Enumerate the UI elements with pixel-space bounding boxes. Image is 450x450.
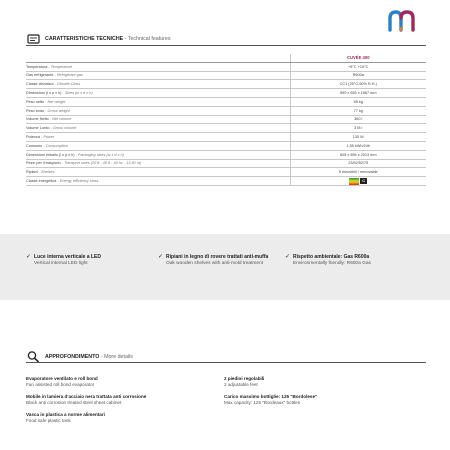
- spec-label: Consumo - Consumption: [26, 141, 290, 150]
- detail-item: [26, 376, 98, 388]
- spec-label-en: Power: [43, 135, 55, 140]
- spec-label-en: Sizes (w x d x h): [64, 91, 93, 96]
- spec-row: [26, 150, 426, 159]
- spec-label-it: Potenza: [26, 135, 40, 140]
- spec-row: [26, 62, 426, 71]
- spec-row: [26, 177, 426, 186]
- detail-item: [224, 394, 317, 406]
- spec-label-it: Peso netto: [26, 99, 45, 104]
- spec-value: CC1 (25°C-60% R.H.): [290, 80, 426, 89]
- spec-row: [26, 124, 426, 133]
- spec-value: 65 kg: [290, 97, 426, 106]
- model-name: CUVÉE 400: [290, 54, 426, 62]
- detail-subtitle: Food safe plastic tank: [26, 418, 71, 423]
- spec-value: 1,55 kWh/24h: [290, 141, 426, 150]
- energy-label: [349, 178, 367, 185]
- specs-section-subtitle: - Technical features: [123, 35, 171, 42]
- spec-label-en: Climate Class: [56, 82, 81, 87]
- spec-value: 77 kg: [290, 106, 426, 115]
- spec-label: Potenza - Power: [26, 133, 290, 142]
- spec-label-en: Net volume: [52, 117, 72, 122]
- feature-subtitle: Oak wooden shelves with anti-mold treatment: [166, 260, 264, 266]
- spec-label-en: Temperature: [50, 64, 73, 69]
- detail-title: Evaporatore ventilato e roll bond: [26, 376, 98, 381]
- spec-label-it: Classe climatica: [26, 82, 54, 87]
- spec-label: Pezzi per il trasporto - Transport sizes (20 ft - 40 ft - 40 hc - 13,60 m): [26, 159, 290, 168]
- feature-subtitle: Environmentally friendly: R600a Gas: [293, 260, 371, 266]
- features-band: [0, 234, 450, 300]
- spec-row: [26, 141, 426, 150]
- spec-value: 605 x 655 x 2013 mm: [290, 150, 426, 159]
- spec-label: Volume Lordo - Gross volume: [26, 124, 290, 133]
- spec-label-it: Consumo: [26, 143, 43, 148]
- spec-row: [26, 97, 426, 106]
- clipboard-icon: [26, 33, 40, 44]
- spec-value: 23/52/52/75: [290, 159, 426, 168]
- spec-row: [26, 71, 426, 80]
- spec-table: [26, 54, 426, 186]
- spec-value: R600a: [290, 71, 426, 80]
- magnifier-icon: [26, 351, 40, 362]
- spec-label-it: Volume Netto: [26, 117, 49, 122]
- spec-value: 590 x 653 x 1867 mm: [290, 89, 426, 98]
- spec-row: [26, 159, 426, 168]
- spec-label: Peso lordo - Gross weight: [26, 106, 290, 115]
- spec-label-en: Shelves: [40, 170, 55, 175]
- spec-label-it: Pezzi per il trasporto: [26, 161, 61, 166]
- detail-item: [224, 376, 264, 388]
- spec-label-en: Refrigerant gas: [56, 73, 83, 78]
- spec-label-it: Temperatura: [26, 64, 48, 69]
- spec-label-it: Dimensioni (l x p x h): [26, 91, 62, 96]
- feature-subtitle: Vertical internal LED light: [34, 260, 88, 266]
- spec-label-it: Peso lordo: [26, 108, 45, 113]
- feature-item: [158, 254, 276, 267]
- spec-value: 5 rimovibili / removable: [290, 168, 426, 177]
- brand-logo: [387, 8, 417, 32]
- spec-label-en: Gross volume: [52, 126, 77, 131]
- details-section-subtitle: - More details: [99, 353, 133, 360]
- detail-title: Vasca in plastica a norme alimentari: [26, 412, 105, 417]
- spec-label: Ripiani - Shelves: [26, 168, 290, 177]
- spec-row: [26, 133, 426, 142]
- spec-label-en: Energy efficiency class: [59, 179, 99, 184]
- detail-subtitle: 2 adjustable feet: [224, 382, 258, 387]
- spec-value: 378 l: [290, 124, 426, 133]
- specs-section-header: [26, 33, 171, 44]
- spec-label-it: Classe energetica: [26, 179, 57, 184]
- spec-label: Dimensioni imballo (l x p x h) - Packaging sizes (w x d x h): [26, 150, 290, 159]
- spec-label-en: Gross weight: [47, 108, 70, 113]
- detail-item: [26, 412, 105, 424]
- spec-value: 135 W: [290, 133, 426, 142]
- feature-title: Ripiani in legno di rovere trattati anti-muffa: [166, 254, 269, 260]
- detail-title: Mobile in lamiera d'acciaio nera trattata anti corrosione: [26, 394, 147, 399]
- energy-scale-icon: [349, 178, 359, 185]
- spec-row: [26, 106, 426, 115]
- check-icon: ✓: [26, 254, 32, 260]
- check-icon: ✓: [158, 254, 164, 260]
- spec-label-it: Ripiani: [26, 170, 38, 175]
- feature-title: Luce interna verticale a LED: [34, 254, 102, 260]
- spec-header-blank: [26, 54, 290, 62]
- detail-subtitle: Max capacity: 125 "Bordeaux" bottles: [224, 400, 301, 405]
- spec-label: Classe climatica - Climate Class: [26, 80, 290, 89]
- spec-label-en: Net weight: [47, 99, 66, 104]
- details-divider: [26, 362, 426, 363]
- spec-row: [26, 168, 426, 177]
- detail-title: 2 piedini regolabili: [224, 376, 265, 381]
- detail-subtitle: Fan assisted roll bond evaporator: [26, 382, 95, 387]
- spec-row: [26, 115, 426, 124]
- details-section-title: APPROFONDIMENTO: [45, 353, 100, 360]
- feature-item: [285, 254, 403, 267]
- spec-value: [290, 177, 426, 186]
- detail-item: [26, 394, 146, 406]
- detail-subtitle: Black anti corrosion treated steel sheet cabinet: [26, 400, 122, 405]
- specs-divider: [26, 45, 426, 46]
- spec-label-en: Packaging sizes (w x d x h): [77, 152, 124, 157]
- spec-label: Peso netto - Net weight: [26, 97, 290, 106]
- spec-label-en: Transport sizes (20 ft - 40 ft - 40 hc - 13,60 m): [63, 161, 142, 166]
- details-section-header: [26, 351, 133, 362]
- spec-row: [26, 89, 426, 98]
- spec-table-header: [26, 54, 426, 62]
- feature-title: Rispetto ambientale: Gas R600a: [293, 254, 370, 260]
- spec-label: Temperatura - Temperature: [26, 62, 290, 71]
- spec-label: Gas refrigerante - Refrigerant gas: [26, 71, 290, 80]
- spec-label: Classe energetica - Energy efficiency class: [26, 177, 290, 186]
- spec-label: Dimensioni (l x p x h) - Sizes (w x d x h): [26, 89, 290, 98]
- specs-section-title: CARATTERISTICHE TECNICHE: [45, 35, 124, 42]
- detail-title: Carico massimo bottiglie: 125 "Bordolese": [224, 394, 318, 399]
- spec-value: +5°C +15°C: [290, 62, 426, 71]
- spec-label-it: Gas refrigerante: [26, 73, 54, 78]
- spec-row: [26, 80, 426, 89]
- feature-item: [26, 254, 144, 267]
- spec-label: Volume Netto - Net volume: [26, 115, 290, 124]
- spec-label-en: Consumption: [45, 143, 68, 148]
- check-icon: ✓: [285, 254, 291, 260]
- spec-label-it: Volume Lordo: [26, 126, 50, 131]
- energy-class-badge: C: [362, 178, 366, 184]
- spec-label-it: Dimensioni imballo (l x p x h): [26, 152, 75, 157]
- spec-value: 360 l: [290, 115, 426, 124]
